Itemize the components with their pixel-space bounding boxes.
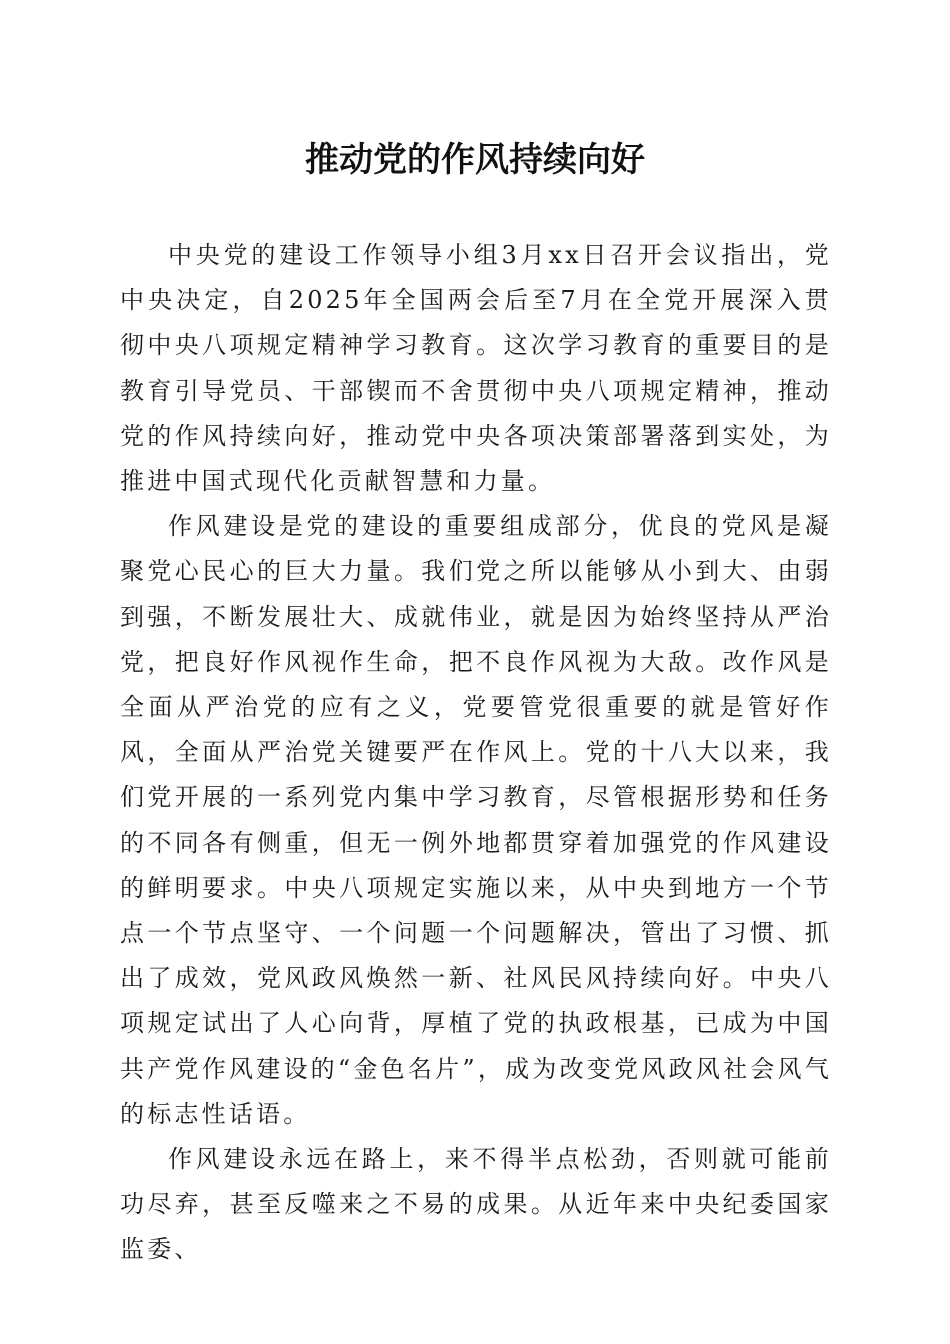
paragraph-2: 作风建设是党的建设的重要组成部分，优良的党风是凝聚党心民心的巨大力量。我们党之所以能够从小到大、由弱到强，不断发展壮大、成就伟业，就是因为始终坚持从严治党，把良好作风视作生命，把不良作风视为大敌。改作风是全面从严治党的应有之义，党要管党很重要的就是管好作风，全面从严治党关键要严在作风上。党的十八大以来，我们党开展的一系列党内集中学习教育，尽管根据形势和任务的不同各有侧重，但无一例外地都贯穿着加强党的作风建设的鲜明要求。中央八项规定实施以来，从中央到地方一个节点一个节点坚守、一个问题一个问题解决，管出了习惯、抓出了成效，党风政风焕然一新、社风民风持续向好。中央八项规定试出了人心向背，厚植了党的执政根基，已成为中国共产党作风建设的“金色名片”，成为改变党风政风社会风气的标志性话语。 bbox=[120, 512, 832, 1128]
document-title: 推动党的作风持续向好 bbox=[305, 140, 645, 180]
document-body bbox=[120, 233, 832, 1273]
paragraph-1: 中央党的建设工作领导小组3月xx日召开会议指出，党中央决定，自2025年全国两会后至7月在全党开展深入贯彻中央八项规定精神学习教育。这次学习教育的重要目的是教育引导党员、干部锲而不舍贯彻中央八项规定精神，推动党的作风持续向好，推动党中央各项决策部署落到实处，为推进中国式现代化贡献智慧和力量。 bbox=[120, 241, 832, 496]
paragraph-3: 作风建设永远在路上，来不得半点松劲，否则就可能前功尽弃，甚至反噬来之不易的成果。从近年来中央纪委国家监委、 bbox=[120, 1145, 832, 1264]
